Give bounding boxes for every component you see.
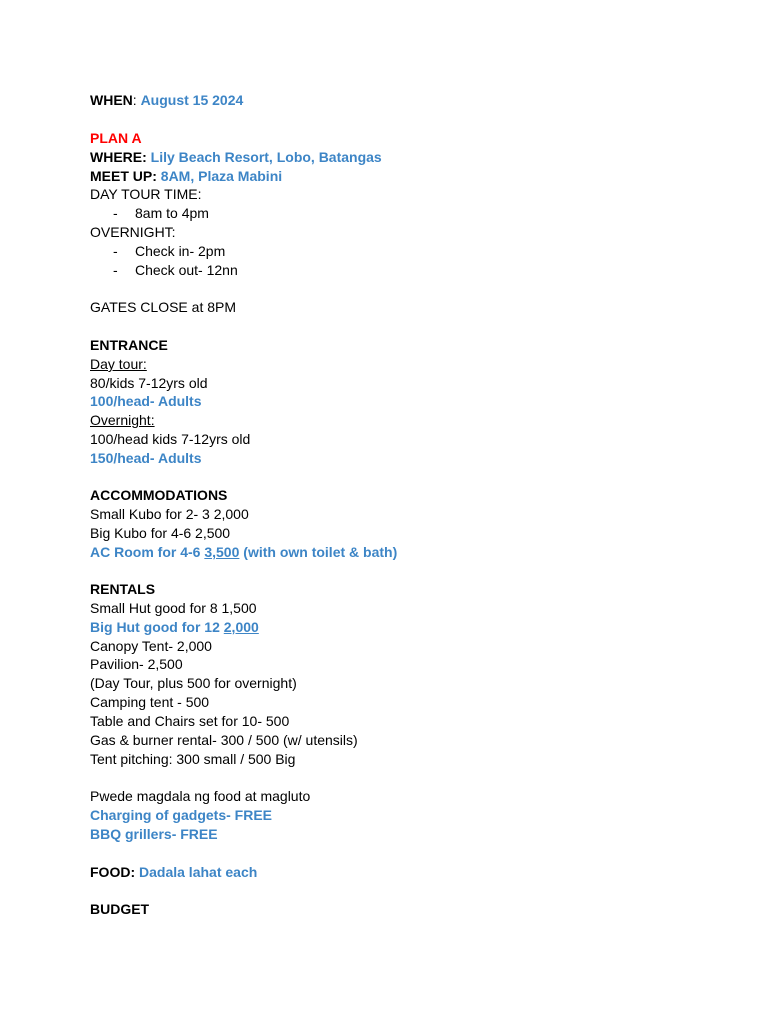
where-line — [90, 149, 382, 166]
day-tour-kids-rate: 80/kids 7-12yrs old — [90, 375, 208, 391]
food-value: Dadala lahat each — [139, 864, 258, 880]
where-value: Lily Beach Resort, Lobo, Batangas — [150, 149, 382, 165]
list-bullet: - — [113, 243, 118, 259]
meet-up-value: 8AM, Plaza Mabini — [160, 168, 283, 184]
when-value: August 15 2024 — [140, 92, 244, 108]
ac-room-suffix: (with own toilet & bath) — [239, 544, 398, 560]
list-item: Check out- 12nn — [135, 262, 238, 278]
list-bullet: - — [113, 205, 118, 221]
plan-a-heading: PLAN A — [90, 130, 142, 146]
canopy-tent-item: Canopy Tent- 2,000 — [90, 638, 212, 654]
food-cook-note: Pwede magdala ng food at magluto — [90, 788, 311, 804]
gas-burner-item: Gas & burner rental- 300 / 500 (w/ utensils) — [90, 732, 358, 748]
list-item: Check in- 2pm — [135, 243, 226, 259]
meet-up-line — [90, 168, 282, 185]
ac-room-item — [90, 544, 397, 561]
big-kubo-item: Big Kubo for 4-6 2,500 — [90, 525, 231, 541]
entrance-heading: ENTRANCE — [90, 337, 168, 353]
budget-heading: BUDGET — [90, 901, 150, 917]
day-tour-label: Day tour: — [90, 356, 147, 372]
accommodations-heading: ACCOMMODATIONS — [90, 487, 228, 503]
day-tour-time-label: DAY TOUR TIME: — [90, 186, 202, 202]
food-line — [90, 864, 257, 881]
pavilion-item: Pavilion- 2,500 — [90, 656, 183, 672]
charging-note: Charging of gadgets- FREE — [90, 807, 272, 823]
overnight-adults-rate: 150/head- Adults — [90, 450, 202, 466]
overnight-label: OVERNIGHT: — [90, 224, 176, 240]
camping-tent-item: Camping tent - 500 — [90, 694, 210, 710]
day-tour-adults-rate: 100/head- Adults — [90, 393, 202, 409]
rentals-heading: RENTALS — [90, 581, 156, 597]
when-line — [90, 92, 243, 109]
small-hut-item: Small Hut good for 8 1,500 — [90, 600, 257, 616]
ac-room-prefix: AC Room for 4-6 — [90, 544, 205, 560]
food-label: FOOD: — [90, 864, 136, 880]
overnight-rate-label: Overnight: — [90, 412, 155, 428]
big-hut-item — [90, 619, 259, 636]
big-hut-prefix: Big Hut good for 12 — [90, 619, 224, 635]
meet-up-label: MEET UP: — [90, 168, 157, 184]
overnight-kids-rate: 100/head kids 7-12yrs old — [90, 431, 251, 447]
when-label: WHEN — [90, 92, 133, 108]
list-bullet: - — [113, 262, 118, 278]
small-kubo-item: Small Kubo for 2- 3 2,000 — [90, 506, 249, 522]
ac-room-price: 3,500 — [204, 544, 240, 560]
table-chairs-item: Table and Chairs set for 10- 500 — [90, 713, 290, 729]
gates-close-text: GATES CLOSE at 8PM — [90, 299, 237, 315]
bbq-note: BBQ grillers- FREE — [90, 826, 218, 842]
pavilion-note: (Day Tour, plus 500 for overnight) — [90, 675, 297, 691]
big-hut-price: 2,000 — [223, 619, 259, 635]
tent-pitching-item: Tent pitching: 300 small / 500 Big — [90, 751, 296, 767]
list-item: 8am to 4pm — [135, 205, 209, 221]
where-label: WHERE: — [90, 149, 147, 165]
when-separator: : — [132, 92, 137, 108]
